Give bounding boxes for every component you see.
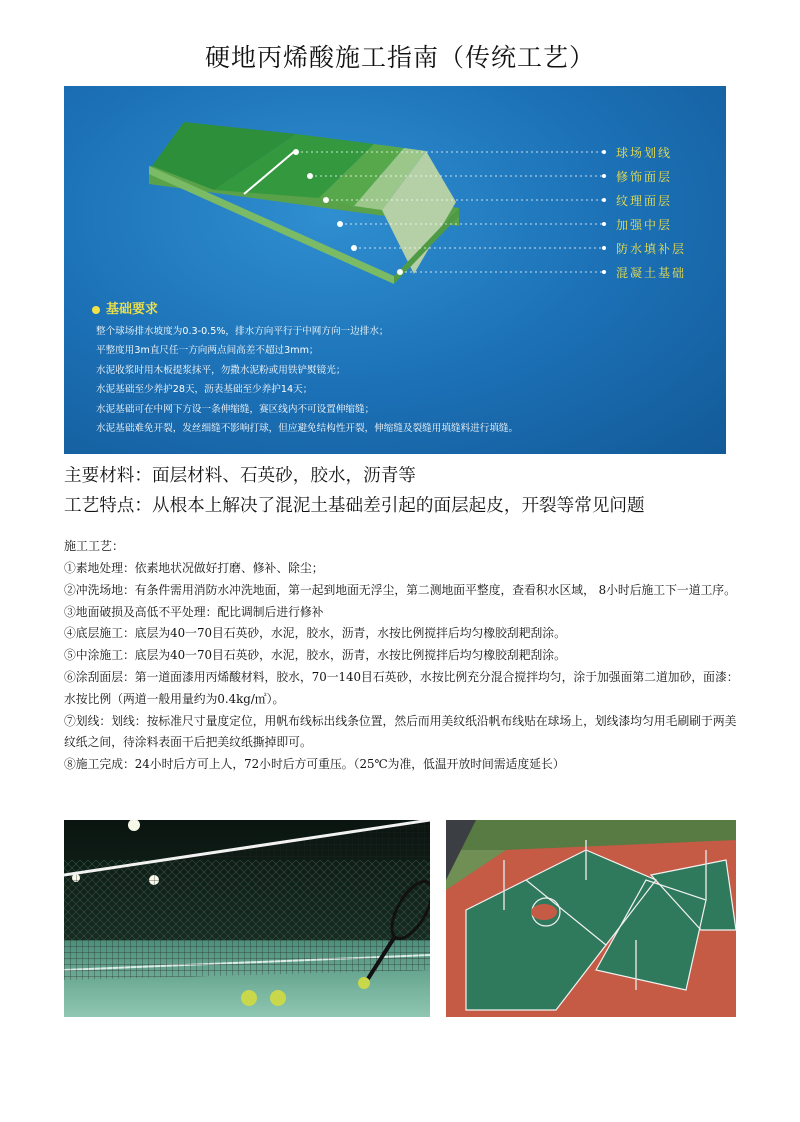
layer-label-reinforce: 加强中层: [616, 218, 673, 232]
requirements-title: 基础要求: [92, 298, 158, 317]
leader-dot: [397, 269, 403, 275]
layer-label-concrete: 混凝土基础: [616, 266, 687, 280]
requirement-item: 水泥基础至少养护28天，沥表基础至少养护14天；: [96, 384, 313, 396]
leader-dot: [323, 197, 329, 203]
requirement-item: 水泥基础难免开裂，发丝细缝不影响打球，但应避免结构性开裂，伸缩缝及裂缝用填缝料进行填缝。: [96, 422, 519, 434]
process-step: ④底层施工：底层为40一70目石英砂，水泥，胶水，沥青，水按比例搅拌后均匀橡胶刮耙刮涂。: [64, 626, 566, 641]
process-heading: 施工工艺：: [64, 539, 125, 553]
layer-label-waterproof: 防水填补层: [616, 242, 687, 256]
layer-label-texture: 纹理面层: [616, 194, 673, 208]
leader-dot: [337, 221, 343, 227]
process-step: ⑤中涂施工：底层为40一70目石英砂，水泥，胶水，沥青，水按比例搅拌后均匀橡胶刮耙刮涂。: [64, 648, 566, 663]
page-title: 硬地丙烯酸施工指南（传统工艺）: [204, 43, 595, 72]
bullet-dot-icon: [92, 306, 100, 314]
layer-label-lines: 球场划线: [616, 146, 673, 160]
process-step: ③地面破损及高低不平处理：配比调制后进行修补: [64, 604, 324, 619]
process-step: ⑧施工完成：24小时后方可上人，72小时后方可重压。（25℃为准，低温开放时间需适度延长）: [64, 757, 565, 772]
requirement-item: 水泥基础可在中网下方设一条伸缩缝，赛区线内不可设置伸缩缝；: [96, 403, 375, 415]
requirement-item: 平整度用3m直尺任一方向两点间高差不超过3mm；: [96, 345, 319, 357]
requirement-item: 水泥收浆时用木板提浆抹平，勿撒水泥粉或用铁铲熨镜光；: [96, 364, 346, 376]
requirement-item: 整个球场排水坡度为0.3-0.5%，排水方向平行于中网方向一边排水；: [96, 326, 389, 337]
process-step: ⑦划线：划线：按标准尺寸量度定位，用帆布线标出线条位置，然后而用美纹纸沿帆布线贴在球场上，划线漆均匀用毛刷刷于两美纹纸之间，待涂料表面干后把美纹纸撕掉即可。: [64, 713, 737, 750]
leader-dot: [351, 245, 357, 251]
leader-dot: [307, 173, 313, 179]
process-step: ①素地处理：依素地状况做好打磨、修补、除尘；: [64, 561, 324, 575]
layer-label-finish: 修饰面层: [616, 170, 673, 184]
tennis-court-photo: [64, 820, 430, 1017]
process-step: ⑥涂刮面层：第一道面漆用丙烯酸材料，胶水，70一140目石英砂，水按比例充分混合搅拌均匀，涂于加强面第二道加砂，面漆：水按比例（两道一般用量约为0.4kg/㎡）。: [64, 669, 739, 706]
main-materials: 主要材料：面层材料、石英砂，胶水，沥青等: [64, 466, 416, 486]
process-features: 工艺特点：从根本上解决了混泥土基础差引起的面层起皮，开裂等常见问题: [64, 496, 645, 516]
aerial-courts-photo: [446, 820, 736, 1017]
layer-diagram-banner: [64, 86, 726, 454]
requirements-list: [96, 322, 518, 438]
process-steps: [64, 558, 744, 776]
leader-dot: [293, 149, 299, 155]
process-step: ②冲洗场地：有条件需用消防水冲洗地面，第一起到地面无浮尘，第二测地面平整度，查看积水区域， 8小时后施工下一道工序。: [64, 582, 736, 597]
